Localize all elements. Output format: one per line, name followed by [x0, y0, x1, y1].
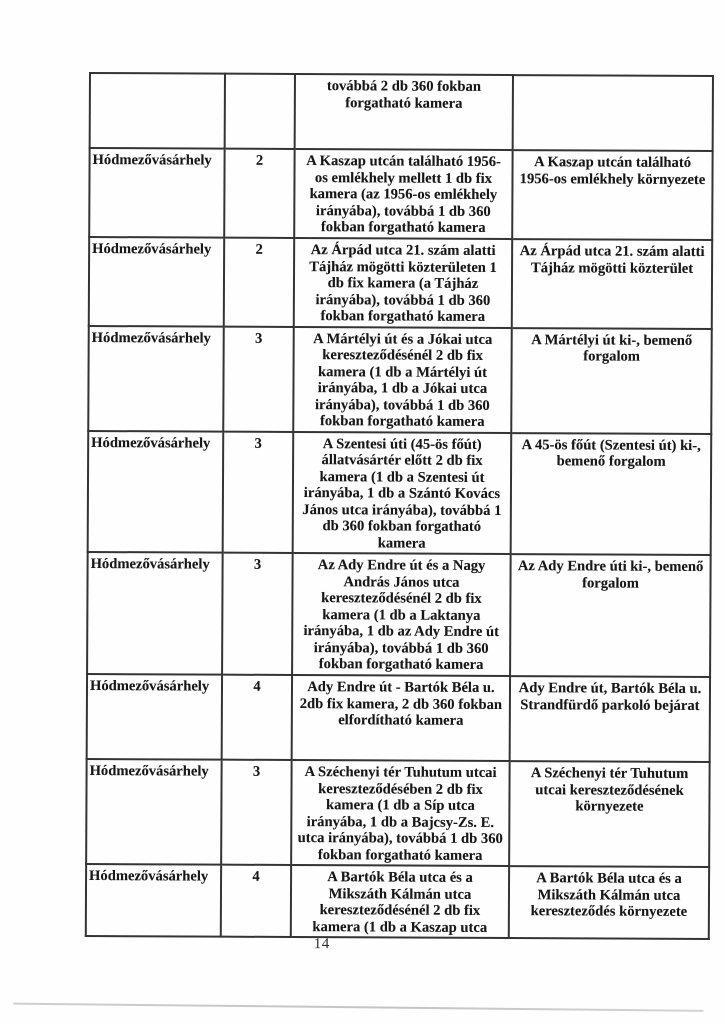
table-row: [86, 759, 710, 867]
monitored-area-cell: [513, 75, 713, 151]
monitored-area-cell: A Mártélyi út ki-, bemenő forgalom: [511, 328, 712, 434]
camera-description-cell: Ady Endre út - Bartók Béla u. 2db fix kamera, 2 db 360 fokban elfordítható kamera: [292, 675, 510, 761]
table-row: [88, 430, 712, 555]
municipality-cell: Hódmezővásárhely: [89, 237, 224, 326]
monitored-area-cell: A Kaszap utcán található 1956-os emlékhely környezete: [512, 150, 712, 240]
page-number: 14: [313, 936, 330, 953]
monitored-area-cell: A Széchenyi tér Tuhutum utcai kereszteződésének környezete: [509, 761, 710, 867]
camera-count-cell: 3: [223, 326, 294, 431]
camera-description-cell: A Mártélyi út és a Jókai utca kereszteződésénél 2 db fix kamera (1 db a Mártélyi út irányába, 1 db a Jókai utca irányába), továbbá 1 db 360 fokban forgatható kamera: [293, 326, 512, 432]
monitored-area-cell: Az Ady Endre úti ki-, bemenő forgalom: [510, 554, 711, 677]
municipality-cell: Hódmezővásárhely: [87, 552, 223, 675]
municipality-cell: Hódmezővásárhely: [89, 148, 224, 238]
camera-count-cell: 4: [222, 675, 292, 760]
camera-locations-table: [85, 72, 714, 940]
camera-count-cell: 3: [223, 431, 294, 553]
camera-count-cell: 4: [221, 865, 291, 937]
municipality-cell: Hódmezővásárhely: [88, 325, 224, 431]
municipality-cell: Hódmezővásárhely: [87, 674, 222, 760]
camera-count-cell: 3: [221, 760, 292, 865]
camera-description-cell: Az Ady Endre út és a Nagy András János utca kereszteződésénél 2 db fix kamera (1 db a Laktanya irányába, 1 db az Ady Endre út irányába), továbbá 1 db 360 fokban forgatható kamera: [292, 553, 511, 676]
monitored-area-cell: Ady Endre út, Bartók Béla u. Strandfürdő parkoló bejárat: [510, 676, 710, 762]
table-row: [89, 148, 712, 240]
table-row: [88, 325, 712, 433]
monitored-area-cell: Az Árpád utca 21. szám alatti Tájház mögötti közterület: [512, 239, 712, 328]
table-row: [87, 552, 711, 677]
camera-description-cell: továbbá 2 db 360 fokban forgatható kamera: [295, 74, 513, 150]
camera-description-cell: A Bartók Béla utca és a Mikszáth Kálmán utca kereszteződésénél 2 db fix kamera (1 db a Kaszap utca: [291, 865, 509, 938]
monitored-area-cell: A Bartók Béla utca és a Mikszáth Kálmán utca kereszteződés környezete: [509, 866, 709, 939]
municipality-cell: Hódmezővásárhely: [88, 430, 224, 552]
monitored-area-cell: A 45-ös főút (Szentesi út) ki-, bemenő forgalom: [511, 433, 712, 555]
camera-count-cell: 2: [224, 149, 294, 238]
table-row: [90, 73, 713, 151]
table-row: [86, 864, 709, 939]
municipality-cell: Hódmezővásárhely: [86, 759, 222, 865]
camera-description-cell: A Kaszap utcán található 1956- os emlékhely mellett 1 db fix kamera (az 1956-os emlékhely irányába), továbbá 1 db 360 fokban forgatható kamera: [294, 149, 512, 239]
municipality-cell: Hódmezővásárhely: [86, 864, 221, 937]
scan-artifact-line: [13, 1003, 703, 1012]
camera-description-cell: A Szentesi úti (45-ös főút) állatvásártér előtt 2 db fix kamera (1 db a Szentesi út irányába, 1 db a Szántó Kovács János utca irányába), továbbá 1 db 360 fokban forgatható kamera: [293, 431, 512, 554]
municipality-cell: [90, 73, 225, 149]
camera-description-cell: A Széchenyi tér Tuhutum utcai kereszteződésében 2 db fix kamera (1 db a Síp utca irányába, 1 db a Bajcsy-Zs. E. utca irányába), továbbá 1 db 360 fokban forgatható kamera: [291, 760, 510, 866]
table-row: [89, 237, 712, 329]
camera-description-cell: Az Árpád utca 21. szám alatti Tájház mögötti közterületen 1 db fix kamera (a Tájház irányába), továbbá 1 db 360 fokban forgatható kamera: [294, 238, 512, 328]
camera-count-cell: 2: [224, 238, 294, 327]
camera-count-cell: [225, 74, 295, 149]
camera-count-cell: 3: [222, 553, 293, 675]
table-row: [87, 674, 710, 762]
